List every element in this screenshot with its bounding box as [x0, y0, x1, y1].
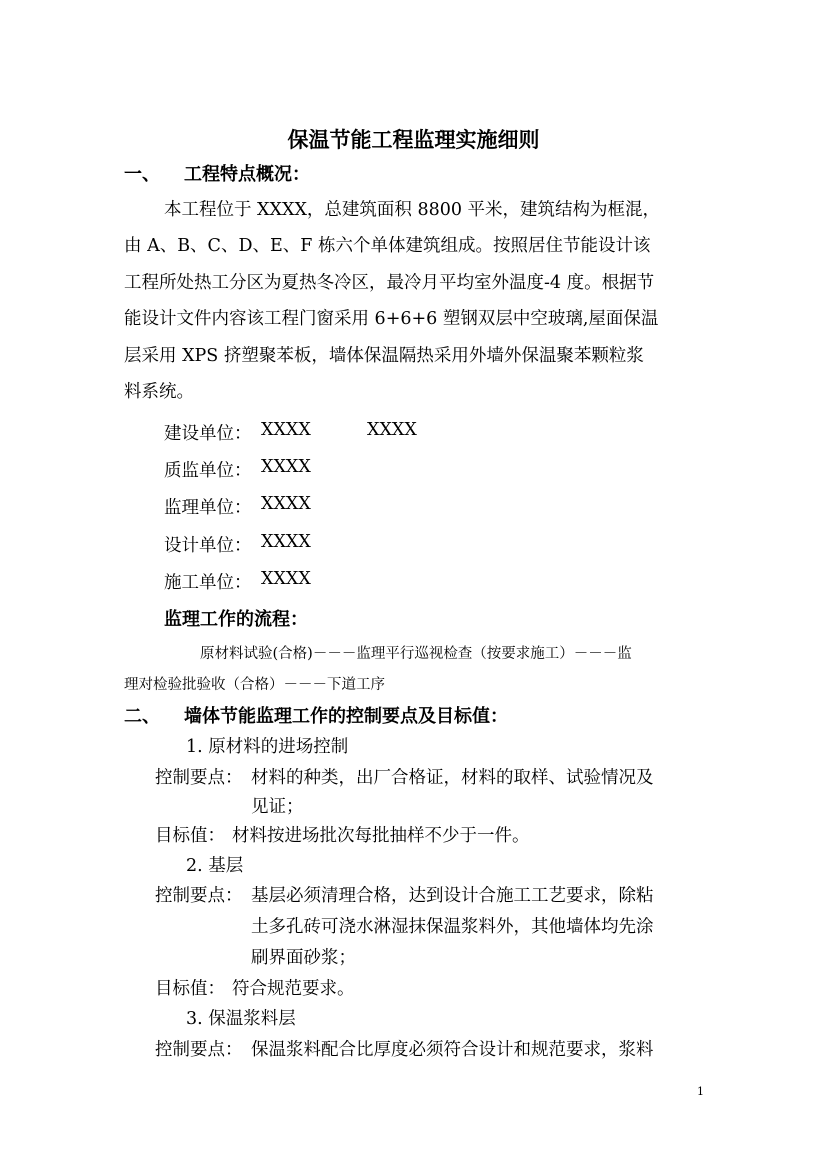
process-line: 理对检验批验收（合格）－－－下道工序 [124, 677, 385, 693]
section2-heading: 墙体节能监理工作的控制要点及目标值： [184, 706, 508, 727]
unit-label-construction: 建设单位： [164, 424, 252, 444]
paragraph-line: 本工程位于 XXXX，总建筑面积 8800 平米，建筑结构为框混， [164, 200, 661, 220]
target-value: 材料按进场批次每批抽样不少于一件。 [232, 826, 530, 846]
target-label: 目标值： [155, 826, 225, 846]
control-line: 材料的种类，出厂合格证，材料的取样、试验情况及 [251, 768, 654, 788]
process-line: 原材料试验(合格)－－－监理平行巡视检查（按要求施工）－－－监 [200, 646, 632, 662]
unit-value-construction-extra: XXXX [367, 420, 417, 440]
unit-value-design: XXXX [261, 532, 311, 552]
unit-value-construction: XXXX [261, 420, 311, 440]
page-title: 保温节能工程监理实施细则 [287, 127, 540, 152]
control-line: 土多孔砖可浇水淋湿抹保温浆料外，其他墙体均先涂 [251, 917, 654, 937]
unit-value-contractor: XXXX [261, 569, 311, 589]
control-label: 控制要点： [155, 768, 243, 788]
control-label: 控制要点： [155, 886, 243, 906]
paragraph-line: 层采用 XPS 挤塑聚苯板，墙体保温隔热采用外墙外保温聚苯颗粒浆 [124, 346, 644, 366]
unit-label-quality: 质监单位： [164, 461, 252, 481]
section1-heading: 工程特点概况： [184, 164, 310, 185]
section2-number: 二、 [124, 706, 160, 727]
unit-label-design: 设计单位： [164, 536, 252, 556]
item-title: 2. 基层 [186, 856, 244, 876]
target-label: 目标值： [155, 979, 225, 999]
item-title: 1. 原材料的进场控制 [186, 737, 349, 757]
control-line: 刷界面砂浆； [251, 948, 356, 968]
paragraph-line: 能设计文件内容该工程门窗采用 6+6+6 塑钢双层中空玻璃,屋面保温 [124, 309, 659, 329]
control-label: 控制要点： [155, 1040, 243, 1060]
unit-value-supervision: XXXX [261, 494, 311, 514]
unit-label-contractor: 施工单位： [164, 573, 252, 593]
paragraph-line: 由 A、B、C、D、E、F 栋六个单体建筑组成。按照居住节能设计该 [124, 236, 651, 256]
control-line: 见证； [251, 797, 304, 817]
section1-number: 一、 [124, 164, 160, 185]
control-line: 基层必须清理合格，达到设计合施工工艺要求，除粘 [251, 886, 654, 906]
page-number: 1 [697, 1085, 704, 1098]
unit-value-quality: XXXX [261, 457, 311, 477]
process-heading: 监理工作的流程： [164, 609, 308, 630]
control-line: 保温浆料配合比厚度必须符合设计和规范要求，浆料 [251, 1040, 654, 1060]
unit-label-supervision: 监理单位： [164, 498, 252, 518]
paragraph-line: 料系统。 [124, 382, 194, 402]
item-title: 3. 保温浆料层 [186, 1009, 296, 1029]
target-value: 符合规范要求。 [232, 979, 355, 999]
paragraph-line: 工程所处热工分区为夏热冬冷区，最冷月平均室外温度-4 度。根据节 [124, 273, 655, 293]
